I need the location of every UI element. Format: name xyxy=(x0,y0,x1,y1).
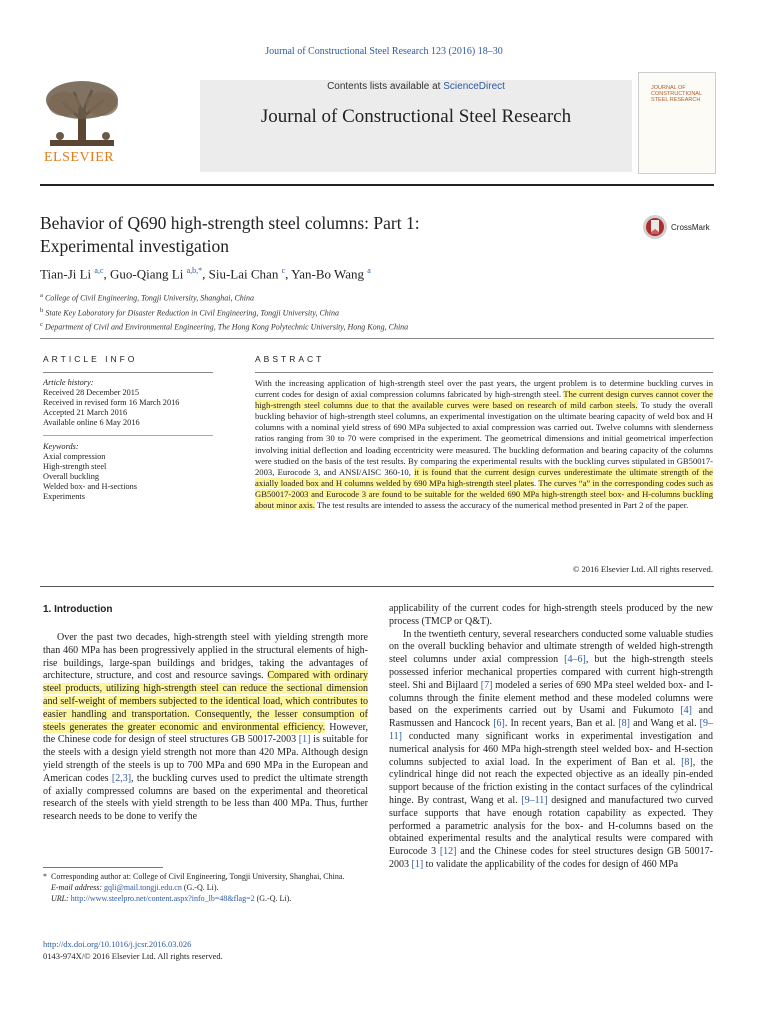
article-info xyxy=(43,378,213,502)
author-name[interactable]: Yan-Bo Wang xyxy=(291,266,365,282)
cover-line: STEEL RESEARCH xyxy=(651,97,701,103)
reference-link[interactable]: [1] xyxy=(298,734,311,746)
abstract-copyright: © 2016 Elsevier Ltd. All rights reserved. xyxy=(572,564,713,574)
title-line: Behavior of Q690 high-strength steel columns: Part 1: xyxy=(40,213,420,233)
email-link[interactable]: gqli@mail.tongji.edu.cn xyxy=(104,883,182,892)
url-suffix: (G.-Q. Li). xyxy=(254,894,292,903)
body-text: , but the high-strength steels possessed inferior mechanical properties compared with current high-strength steel. Shi and Bijlaard xyxy=(389,654,713,691)
journal-citation-link[interactable]: Journal of Constructional Steel Research 123 (2016) 18–30 xyxy=(265,46,503,57)
body-text: modeled a series of 690 MPa steel welded box- and I-columns through the finite element method and these modeled columns were based on the experiments carried out by Usami and Fukumoto xyxy=(389,679,713,717)
doi-link[interactable]: http://dx.doi.org/10.1016/j.jcsr.2016.03.026 xyxy=(43,939,192,949)
reference-link[interactable]: [2,3] xyxy=(111,772,132,784)
abstract-heading: ABSTRACT xyxy=(255,354,325,364)
affiliation-mark: c xyxy=(40,321,43,329)
corresponding-text: Corresponding author at: College of Civil Engineering, Tongji University, Shanghai, China. xyxy=(51,872,345,881)
body-text: to validate the applicability of the codes for design of 460 MPa xyxy=(423,858,679,870)
history-item: Available online 6 May 2016 xyxy=(43,418,140,427)
issn-copyright: 0143-974X/© 2016 Elsevier Ltd. All rights reserved. xyxy=(43,951,223,961)
body-text: and Rasmussen and Hancock xyxy=(389,705,713,730)
abstract-text: With the increasing application of high-strength steel over the past years, the urgent problem is to determine buckling curves in current codes for design of axial compression columns fabricated by high-strength steel. xyxy=(255,378,713,400)
abstract-highlight: it is found that the current design curves underestimate the ultimate strength of the axially loaded box and H columns welded by 690 MPa high-strength steel plates xyxy=(255,466,713,488)
body-text: Over the past two decades, high-strength steel with yielding strength more than 460 MPa has been progressively applied in the structural elements of high-rise buildings, large-span buildings and bridges, taking the advantages of architecture, structure, and cost and resource savings. xyxy=(43,632,368,682)
title-line: Experimental investigation xyxy=(40,236,230,256)
introduction-heading: 1. Introduction xyxy=(43,604,113,615)
affiliation-text: State Key Laboratory for Disaster Reduction in Civil Engineering, Tongji University, China xyxy=(45,308,340,318)
journal-cover-thumbnail[interactable] xyxy=(638,72,716,174)
cover-line: JOURNAL OF xyxy=(651,85,686,91)
reference-link[interactable]: [8] xyxy=(618,718,630,730)
article-title xyxy=(40,212,600,258)
affiliations xyxy=(40,290,408,334)
info-divider xyxy=(43,372,213,373)
author-affil-marker[interactable]: a,b,* xyxy=(186,266,203,275)
history-item: Accepted 21 March 2016 xyxy=(43,408,128,417)
abstract-text: The test results are intended to assess the accuracy of the numerical method presented in Part 2 of the paper. xyxy=(314,500,689,511)
body-text: and the Chinese codes for steel structures design GB 50017-2003 xyxy=(389,846,713,870)
footnote-divider xyxy=(43,867,163,868)
body-column-right xyxy=(389,603,713,872)
author-name[interactable]: Tian-Ji Li xyxy=(40,266,92,282)
abstract-highlight: The current design curves cannot cover the high-strength steel columns due to that the available curves were based on research of mild carbon steels. xyxy=(255,389,713,411)
journal-title: Journal of Constructional Steel Research xyxy=(260,106,572,127)
reference-link[interactable]: [6] xyxy=(493,718,505,730)
affiliation-mark: b xyxy=(40,306,44,314)
body-text: , the buckling curves used to predict the ultimate strength of axially compressed columns are based on the experimental and theoretical research of the steels with yield strength to be less than 400 MPa. Thus, further research needs to be done to verify the xyxy=(43,772,368,823)
abstract-end-divider xyxy=(40,586,714,587)
email-label: E-mail address: xyxy=(51,883,105,892)
keywords-label: Keywords: xyxy=(43,442,79,451)
keyword-item: Axial compression xyxy=(43,452,106,461)
article-info-heading: ARTICLE INFO xyxy=(43,354,138,364)
reference-link[interactable]: [9–11] xyxy=(389,718,713,742)
doi-block xyxy=(43,938,223,962)
corresponding-author-note xyxy=(43,871,368,882)
abstract-divider xyxy=(255,372,713,373)
author-affil-marker[interactable]: c xyxy=(281,266,286,275)
affiliation-item xyxy=(40,305,408,320)
author-name[interactable]: Guo-Qiang Li xyxy=(110,266,184,282)
sciencedirect-link[interactable]: ScienceDirect xyxy=(443,81,505,92)
keyword-item: Overall buckling xyxy=(43,472,99,481)
footnote xyxy=(43,871,368,904)
url-line xyxy=(43,893,368,904)
keyword-item: Experiments xyxy=(43,492,85,501)
footnote-star: * xyxy=(43,872,47,881)
history-label: Article history: xyxy=(43,378,94,387)
abstract-body xyxy=(255,378,713,511)
reference-link[interactable]: [4–6] xyxy=(564,654,586,666)
author-name[interactable]: Siu-Lai Chan xyxy=(208,266,279,282)
reference-link[interactable]: [1] xyxy=(411,858,424,870)
reference-link[interactable]: [9–11] xyxy=(521,794,548,806)
affiliation-divider xyxy=(40,338,714,339)
contents-prefix: Contents lists available at xyxy=(327,81,444,92)
email-line xyxy=(43,882,368,893)
body-text: , the cylindrical hinge did not reach the expected objective as an ideally pin-ended support because of the friction existing in the contact surfaces of the cylindrical hinge. By contrast, Wang et al. xyxy=(389,756,713,806)
body-text: . In recent years, Ban et al. xyxy=(504,718,619,730)
body-text: is suitable for the steels with a design yield strength not more than 420 MPa. Although design yield strength of the steels is up to 700 MPa and 690 MPa in the European and American codes xyxy=(43,734,368,784)
history-item: Received in revised form 16 March 2016 xyxy=(43,398,180,407)
abstract-text: . xyxy=(534,477,539,488)
header-divider xyxy=(40,184,714,186)
body-highlight: Compared with ordinary steel products, utilizing high-strength steel can reduce the sectional dimension and self-weight of members subjected to the identical load, which contributes to easier handling and transportation. Consequently, the lesser consumption of steels generates the greater economic and environmental efficiency. xyxy=(43,670,369,733)
reference-link[interactable]: [12] xyxy=(439,846,457,858)
body-text: In the twentieth century, several researchers conducted some valuable studies on the overall buckling behavior and ultimate strength of welded high-strength steel columns under axial compression xyxy=(389,628,713,666)
body-text: conducted many significant works in experimental investigation and numerical analysis for 460 MPa high-strength steel welded box- and H-section columns subjected to axial load. In the experiment of Ban et al. xyxy=(389,730,713,768)
body-text: and Wang et al. xyxy=(630,718,700,730)
url-link[interactable]: http://www.steelpro.net/content.aspx?info_lb=48&flag=2 xyxy=(70,894,255,903)
affiliation-item xyxy=(40,319,408,334)
history-item: Received 28 December 2015 xyxy=(43,388,140,397)
cover-line: CONSTRUCTIONAL xyxy=(651,91,703,97)
crossmark-badge[interactable] xyxy=(642,214,710,240)
crossmark-label: CrossMark xyxy=(671,222,710,232)
keyword-item: Welded box- and H-sections xyxy=(43,482,138,491)
abstract-highlight: The curves “a” in the corresponding codes such as GB50017-2003 and Eurocode 3 are found to be suitable for the welded 690 MPa high-strength steel box- and H-columns buckling about minor axis. xyxy=(255,477,713,511)
affiliation-mark: a xyxy=(40,292,43,299)
affiliation-item xyxy=(40,290,408,305)
keywords-divider xyxy=(43,435,213,436)
affiliation-text: College of Civil Engineering, Tongji University, Shanghai, China xyxy=(44,293,254,303)
body-paragraph: applicability of the current codes for high-strength steels produced by the new process (TMCP or Q&T). xyxy=(389,603,713,627)
reference-link[interactable]: [4] xyxy=(680,705,693,717)
abstract-text: To study the overall buckling behavior of high-strength steel columns, an experimental investigation on the ultimate bearing capacity of weld box and H columns with a nominal yield stress of 690 MPa subjected to axial compression was carried out. Twelve columns with slenderness ratios ranging from 30 to 70 were comprised in the experiment. The geometrical dimensions and initial geometrical imperfection involving initial deflection and loading eccentricity were measured. The buckling deformation and bearing capacity of the columns were studied on the basis of the test results. By comparing the experimental results with the buckling curves stipulated in GB50017-2003, Eurocode 3, and ANSI/AISC 360-10, xyxy=(255,400,713,477)
body-text: designed and manufactured two curved surface supports that have enough rotation capability as expected. They performed a parametric analysis for the box- and H-columns based on the obtained experimental results and the analytical results were compared with Eurocode 3 xyxy=(389,794,713,858)
publisher-name: ELSEVIER xyxy=(44,150,115,165)
author-affil-marker[interactable]: a xyxy=(367,266,371,275)
author-affil-marker[interactable]: a,c xyxy=(94,266,104,275)
email-suffix: (G.-Q. Li). xyxy=(181,883,219,892)
keyword-item: High-strength steel xyxy=(43,462,107,471)
author-list: Tian-Ji Li $^{a,c}$, Guo-Qiang Li $^{a,b,*}$, Siu-Lai Chan $^c$, Yan-Bo Wang $^a$ xyxy=(40,266,371,282)
contents-availability xyxy=(200,81,632,92)
crossmark-icon xyxy=(642,214,668,240)
body-column-left xyxy=(43,632,368,824)
body-paragraph xyxy=(389,629,713,872)
url-label: URL: xyxy=(51,894,71,903)
affiliation-text: Department of Civil and Environmental Engineering, The Hong Kong Polytechnic University, Hong Kong, China xyxy=(44,322,409,332)
body-text: However, the Chinese code for design of steel structures GB 50017-2003 xyxy=(43,721,368,746)
reference-link[interactable]: [7] xyxy=(480,679,493,691)
reference-link[interactable]: [8] xyxy=(681,756,693,768)
